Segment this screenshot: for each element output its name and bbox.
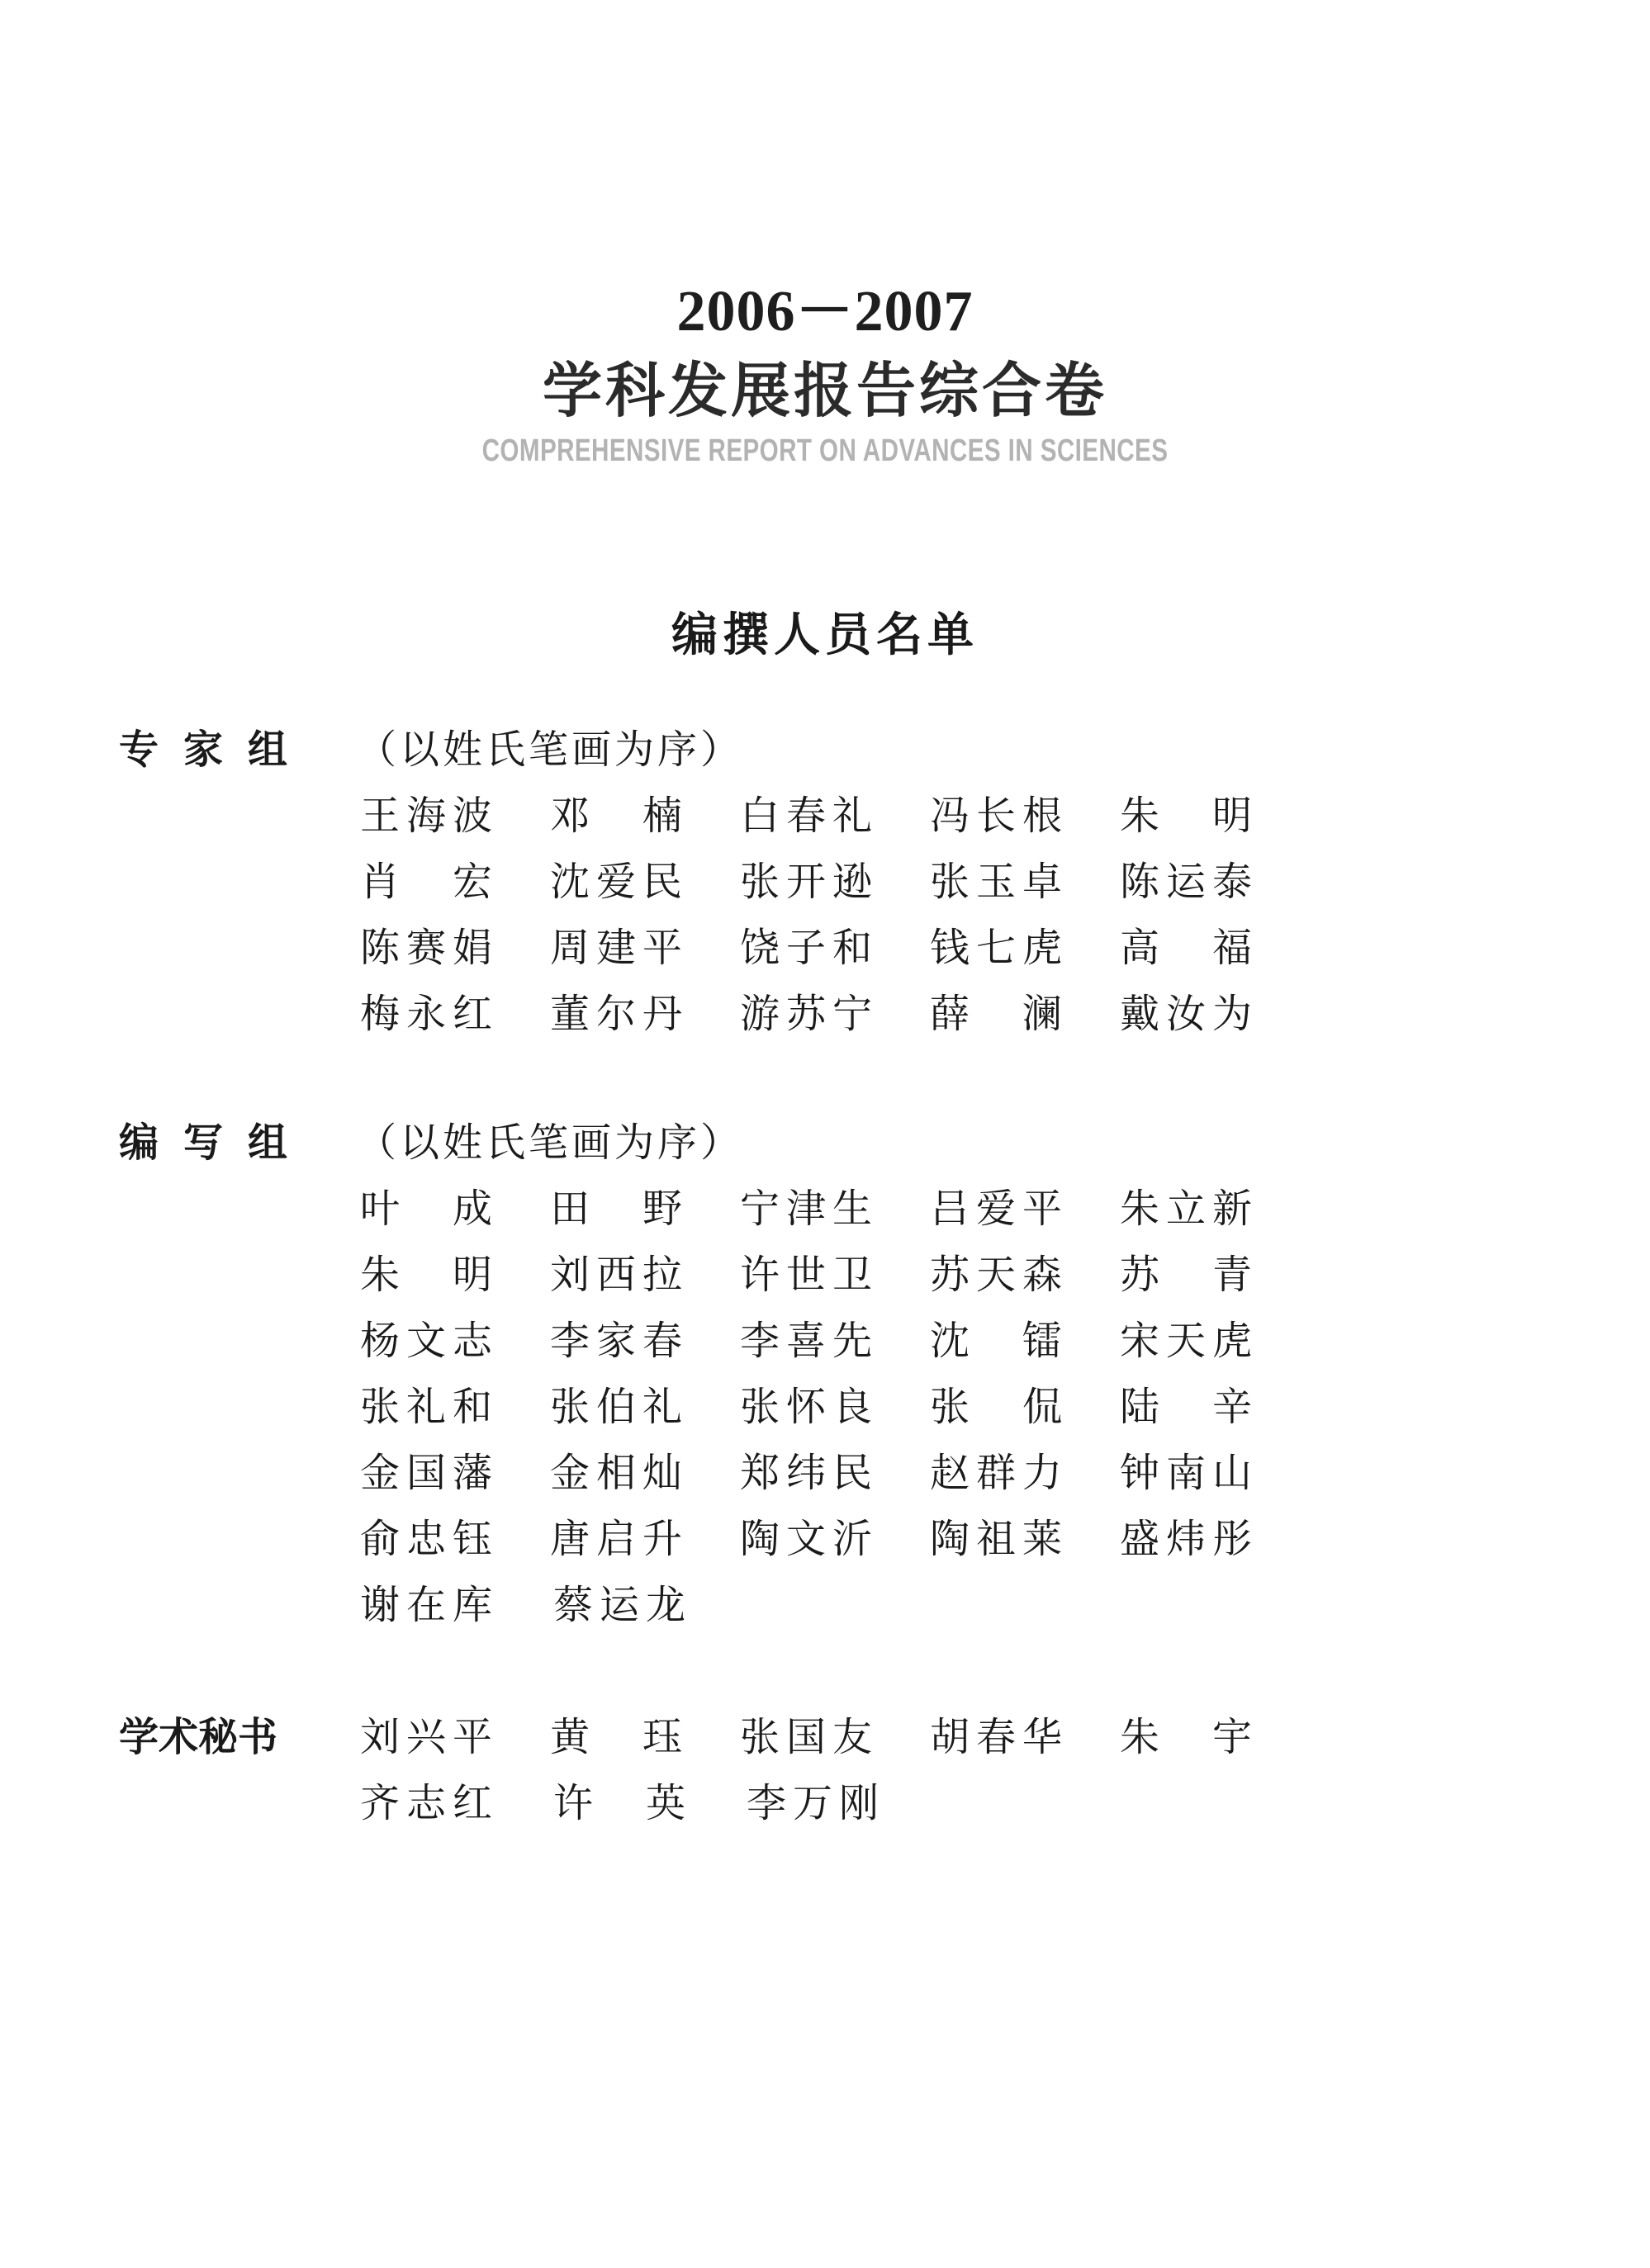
person-name: 田 野 [549, 1186, 682, 1232]
person-name: 宁 津 生 [739, 1186, 872, 1232]
name-row [357, 1176, 1306, 1242]
person-name: 张 侃 [929, 1384, 1062, 1430]
person-name: 许 世 卫 [739, 1252, 872, 1298]
name-row [357, 981, 1306, 1047]
person-name: 刘 西 拉 [549, 1252, 682, 1298]
person-name: 刘 兴 平 [359, 1714, 492, 1760]
person-name: 朱 立 新 [1119, 1186, 1252, 1232]
name-row [357, 1308, 1306, 1374]
person-name: 俞 忠 钰 [359, 1516, 492, 1562]
person-name: 吕 爱 平 [929, 1186, 1062, 1232]
report-english-subtitle: COMPREHENSIVE REPORT ON ADVANCES IN SCIENCES [481, 433, 1169, 468]
person-name: 宋 天 虎 [1119, 1318, 1252, 1364]
name-row [357, 849, 1306, 915]
person-name: 张 国 友 [739, 1714, 872, 1760]
person-name: 张 开 逊 [739, 859, 872, 905]
person-name: 陈 运 泰 [1119, 859, 1252, 905]
report-years: 2006－2007 [676, 280, 974, 343]
name-row [357, 1704, 1306, 1770]
experts-names [357, 783, 1306, 1047]
person-name: 肖 宏 [359, 859, 492, 905]
person-name: 陈 赛 娟 [359, 925, 492, 971]
experts-label: 专家组 [119, 727, 313, 773]
person-name: 饶 子 和 [739, 925, 872, 971]
writers-order-note: （以姓氏笔画为序） [357, 1120, 744, 1166]
name-row [357, 1770, 1306, 1836]
person-name: 苏 青 [1119, 1252, 1252, 1298]
experts-order-note: （以姓氏笔画为序） [357, 727, 744, 773]
person-name: 盛 炜 彤 [1119, 1516, 1252, 1562]
person-name: 梅 永 红 [359, 991, 492, 1037]
name-row [357, 915, 1306, 981]
person-name: 沈 镭 [929, 1318, 1062, 1364]
person-name: 朱 明 [359, 1252, 492, 1298]
person-name: 郑 纬 民 [739, 1450, 872, 1496]
writers-names [357, 1176, 1306, 1638]
person-name: 李 家 春 [549, 1318, 682, 1364]
person-name: 游 苏 宁 [739, 991, 872, 1037]
person-name: 张 怀 良 [739, 1384, 872, 1430]
person-name: 邓 楠 [549, 793, 682, 839]
person-name: 董 尔 丹 [549, 991, 682, 1037]
person-name: 赵 群 力 [929, 1450, 1062, 1496]
secretaries-label: 学术秘书 [119, 1714, 278, 1760]
report-title: 学科发展报告综合卷 [542, 356, 1107, 425]
person-name: 朱 宇 [1119, 1714, 1252, 1760]
person-name: 苏 天 森 [929, 1252, 1062, 1298]
name-row [357, 783, 1306, 849]
person-name: 戴 汝 为 [1119, 991, 1252, 1037]
person-name: 张 礼 和 [359, 1384, 492, 1430]
name-row [357, 1506, 1306, 1572]
secretaries-names [357, 1704, 1306, 1836]
person-name: 张 伯 礼 [549, 1384, 682, 1430]
list-title: 编撰人员名单 [671, 608, 979, 662]
person-name: 叶 成 [359, 1186, 492, 1232]
person-name: 薛 澜 [929, 991, 1062, 1037]
name-row [357, 1374, 1306, 1440]
person-name: 沈 爱 民 [549, 859, 682, 905]
person-name: 陶 祖 莱 [929, 1516, 1062, 1562]
person-name: 许 英 [552, 1780, 685, 1826]
person-name: 齐 志 红 [359, 1780, 492, 1826]
person-name: 黄 珏 [549, 1714, 682, 1760]
person-name: 周 建 平 [549, 925, 682, 971]
person-name: 金 相 灿 [549, 1450, 682, 1496]
person-name: 金 国 藩 [359, 1450, 492, 1496]
person-name: 钱 七 虎 [929, 925, 1062, 971]
name-row [357, 1440, 1306, 1506]
person-name: 朱 明 [1119, 793, 1252, 839]
person-name: 钟 南 山 [1119, 1450, 1252, 1496]
person-name: 杨 文 志 [359, 1318, 492, 1364]
person-name: 王 海 波 [359, 793, 492, 839]
person-name: 陶 文 沂 [739, 1516, 872, 1562]
person-name: 胡 春 华 [929, 1714, 1062, 1760]
person-name: 陆 辛 [1119, 1384, 1252, 1430]
person-name: 唐 启 升 [549, 1516, 682, 1562]
person-name: 李 喜 先 [739, 1318, 872, 1364]
person-name: 谢 在 库 [359, 1582, 492, 1628]
person-name: 蔡 运 龙 [552, 1582, 685, 1628]
name-row [357, 1242, 1306, 1308]
person-name: 张 玉 卓 [929, 859, 1062, 905]
person-name: 冯 长 根 [929, 793, 1062, 839]
name-row [357, 1572, 1306, 1638]
person-name: 白 春 礼 [739, 793, 872, 839]
person-name: 李 万 刚 [746, 1780, 879, 1826]
writers-label: 编写组 [119, 1120, 313, 1166]
person-name: 高 福 [1119, 925, 1252, 971]
